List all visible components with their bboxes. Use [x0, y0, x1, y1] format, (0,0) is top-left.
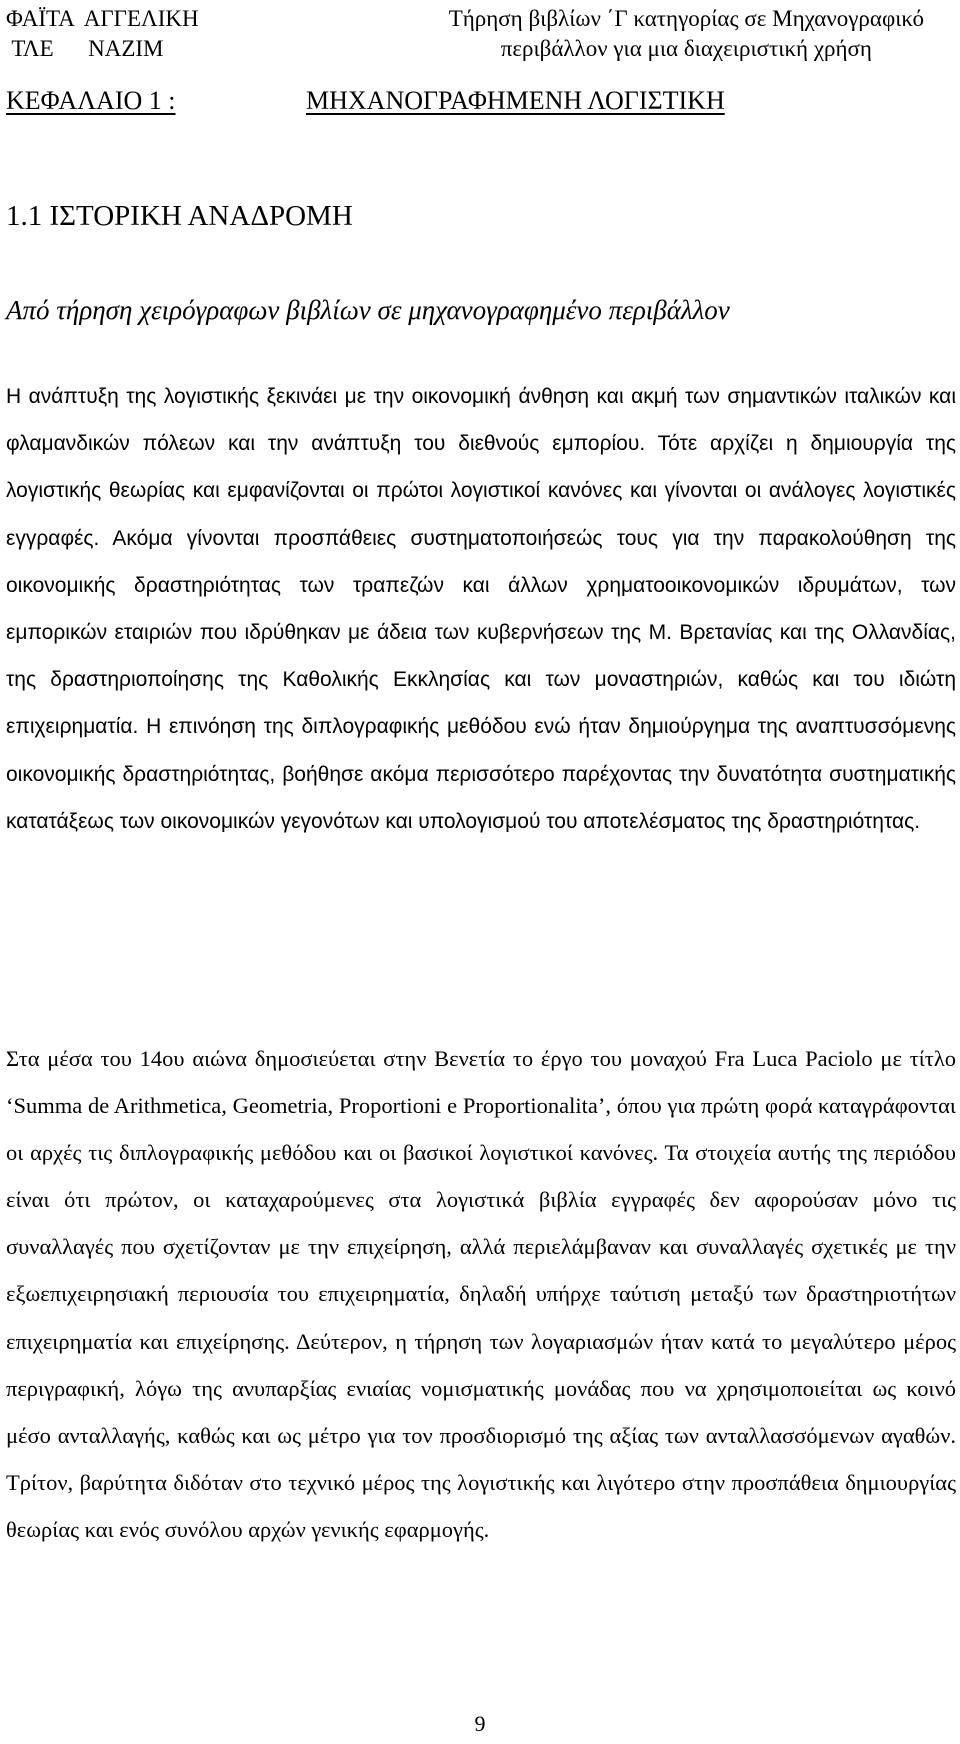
body-paragraph-1: Η ανάπτυξη της λογιστικής ξεκινάει με την οικονομική άνθηση και ακμή των σημαντικών ιταλικών και φλαμανδικών πόλεων και την ανάπτυξη του διεθνούς εμπορίου. Τότε αρχίζει η δημιουργία της λογιστικής θεωρίας και εμφανίζονται οι πρώτοι λογιστικοί κανόνες και γίνονται οι ανάλογες λογιστικές εγγραφές. Ακόμα γίνονται προσπάθειες συστηματοποιήσεώς τους για την παρακολούθηση της οικονομικής δραστηριότητας των τραπεζών και άλλων χρηματοοικονομικών ιδρυμάτων, των εμπορικών εταιριών που ιδρύθηκαν με άδεια των κυβερνήσεων της Μ. Βρετανίας και της Ολλανδίας, της δραστηριοποίησης της Καθολικής Εκκλησίας και των μοναστηριών, καθώς και του ιδιώτη επιχειρηματία. Η επινόηση της διπλογραφικής μεθόδου ενώ ήταν δημιούργημα της αναπτυσσόμενης οικονομικής δραστηριότητας, βοήθησε ακόμα περισσότερο παρέχοντας την δυνατότητα συστηματικής κατατάξεως των οικονομικών γεγονότων και υπολογισμού του αποτελέσματος της δραστηριότητας.: [6, 385, 956, 833]
thesis-title-line1: Τήρηση βιβλίων ΄Γ κατηγορίας σε Μηχανογραφικό: [448, 6, 924, 31]
author-names: ΦΑΪΤΑ ΑΓΓΕΛΙΚΗ: [6, 6, 199, 31]
chapter-heading: [6, 84, 956, 118]
subsection-title: Από τήρηση χειρόγραφων βιβλίων σε μηχανογραφημένο περιβάλλον: [6, 295, 730, 325]
thesis-title-block: [449, 4, 924, 64]
department-line: ΤΛΕ ΝΑΖΙΜ: [6, 36, 164, 61]
thesis-title-line2: περιβάλλον για μια διαχειριστική χρήση: [500, 36, 872, 61]
page-header: [6, 4, 956, 64]
chapter-title: ΜΗΧΑΝΟΓΡΑΦΗΜΕΝΗ ΛΟΓΙΣΤΙΚΗ: [306, 86, 725, 115]
author-block: [6, 4, 199, 64]
section-title: 1.1 ΙΣΤΟΡΙΚΗ ΑΝΑΔΡΟΜΗ: [6, 200, 353, 232]
chapter-label: ΚΕΦΑΛΑΙΟ 1 :: [6, 86, 176, 115]
body-paragraph-2: Στα μέσα του 14ου αιώνα δημοσιεύεται στην Βενετία το έργο του μοναχού Fra Luca Paciolo με τίτλο ‘Summa de Arithmetica, Geometria, Proportioni e Proportionalita’, όπου για πρώτη φορά καταγράφονται οι αρχές τις διπλογραφικής μεθόδου και οι βασικοί λογιστικοί κανόνες. Τα στοιχεία αυτής της περιόδου είναι ότι πρώτον, οι καταχαρούμενες στα λογιστικά βιβλία εγγραφές δεν αφορούσαν μόνο τις συναλλαγές που σχετίζονταν με την επιχείρηση, αλλά περιελάμβαναν και συναλλαγές σχετικές με την εξωεπιχειρησιακή περιουσία του επιχειρηματία, δηλαδή υπήρχε ταύτιση μεταξύ των δραστηριοτήτων επιχειρηματία και επιχείρησης. Δεύτερον, η τήρηση των λογαριασμών ήταν κατά το μεγαλύτερο μέρος περιγραφική, λόγω της ανυπαρξίας ενιαίας νομισματικής μονάδας που να χρησιμοποιείται ως κοινό μέσο ανταλλαγής, καθώς και ως μέτρο για τον προσδιορισμό της αξίας των ανταλλασσόμενων αγαθών. Τρίτον, βαρύτητα διδόταν στο τεχνικό μέρος της λογιστικής και λιγότερο στην προσπάθεια δημιουργίας θεωρίας και ενός συνόλου αρχών γενικής εφαρμογής.: [6, 1046, 956, 1542]
page-number: 9: [474, 1711, 486, 1736]
